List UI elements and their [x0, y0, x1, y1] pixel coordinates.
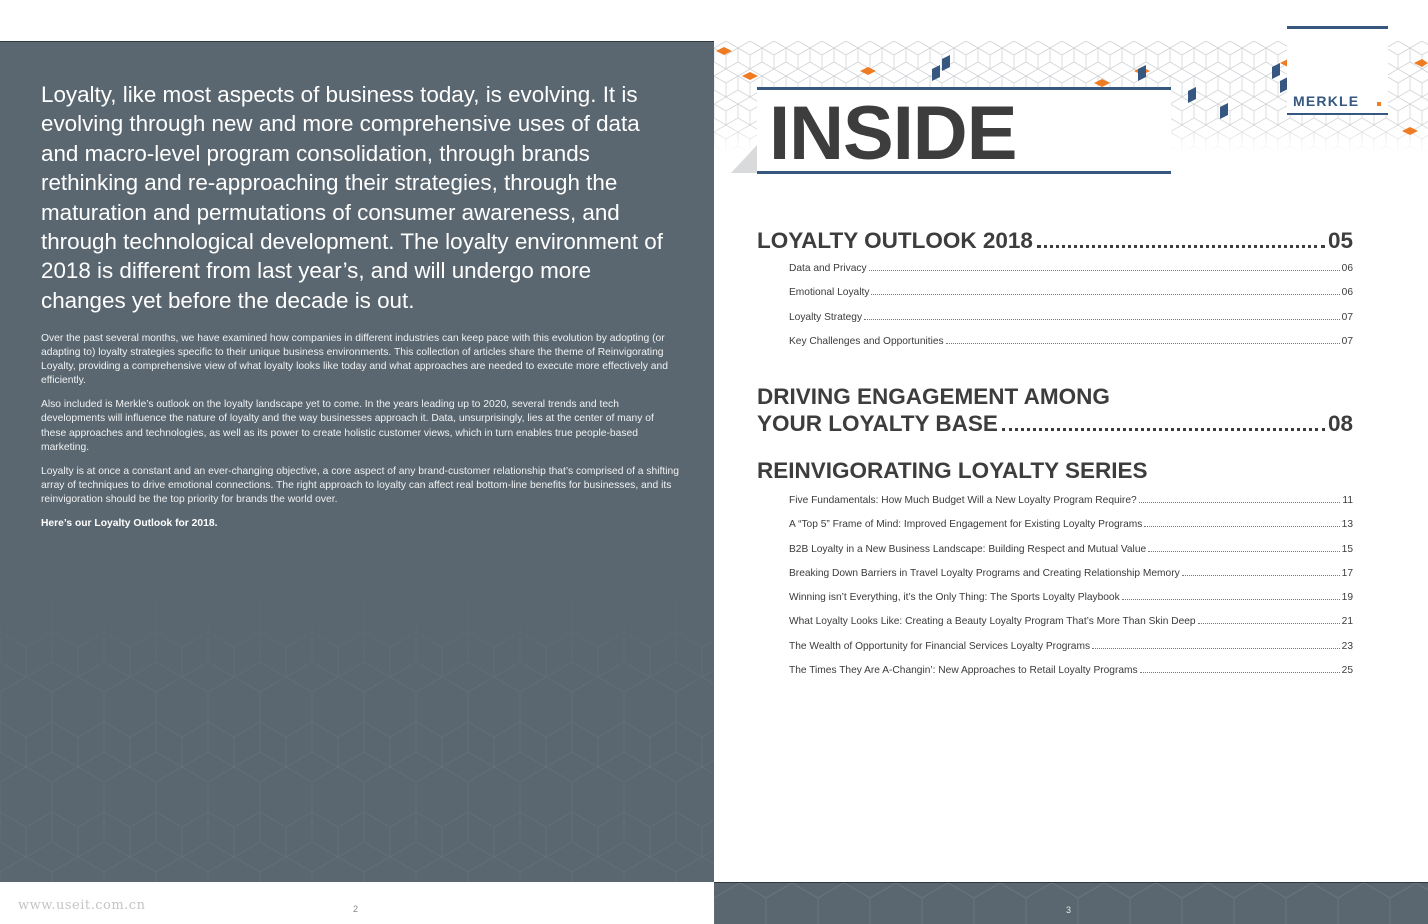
toc-heading-label: LOYALTY OUTLOOK 2018 — [757, 228, 1033, 253]
merkle-logo — [1287, 26, 1388, 114]
toc-entry-label: A “Top 5” Frame of Mind: Improved Engagement for Existing Loyalty Programs — [789, 519, 1143, 531]
closing-line: Here’s our Loyalty Outlook for 2018. — [41, 518, 218, 530]
body-paragraph: Loyalty is at once a constant and an ever-changing objective, a core aspect of any brand-customer relationship that’s comprised of a shifting array of techniques to drive emotional connections. The right approach to loyalty can affect real bottom-line benefits for businesses, and its reinvigoration should be the top priority for brands the world over. — [41, 465, 680, 505]
toc-heading-line[interactable]: DRIVING ENGAGEMENT AMONG — [757, 384, 1110, 409]
toc-entry-label: Winning isn’t Everything, it’s the Only Thing: The Sports Loyalty Playbook — [789, 592, 1120, 604]
dot-leader — [1092, 648, 1340, 649]
toc-entry-page: 17 — [1341, 567, 1353, 579]
toc-section-reinvigorating-series — [757, 457, 1353, 688]
toc-entry-page: 11 — [1342, 495, 1353, 506]
toc-heading-label: YOUR LOYALTY BASE — [757, 411, 998, 436]
toc-entry-page: 06 — [1341, 263, 1353, 274]
toc-entry-page: 25 — [1341, 665, 1353, 677]
toc-entry[interactable] — [757, 543, 1353, 567]
dot-leader — [1148, 551, 1340, 552]
toc-section-heading[interactable] — [757, 227, 1353, 254]
dot-leader — [1122, 599, 1340, 600]
toc-entry[interactable] — [757, 335, 1353, 359]
hexagon-pattern-background — [0, 587, 714, 882]
toc-section-heading[interactable]: REINVIGORATING LOYALTY SERIES — [757, 458, 1148, 483]
toc-section-loyalty-outlook — [757, 227, 1353, 359]
logo-underline — [1287, 113, 1388, 115]
toc-entry-label: Key Challenges and Opportunities — [789, 335, 944, 347]
toc-entry[interactable] — [757, 640, 1353, 664]
toc-entry-page: 23 — [1341, 640, 1353, 652]
body-paragraph: Also included is Merkle’s outlook on the loyalty landscape yet to come. In the years leading up to 2020, several trends and tech developments will influence the nature of loyalty and the way businesses approach it. Data, unsurprisingly, lies at the center of many of these approaches and technologies, as well as its power to create holistic customer views, which in turn enables true people-based marketing. — [41, 399, 654, 453]
right-page — [714, 0, 1428, 924]
toc-entry-label: Data and Privacy — [789, 263, 867, 274]
toc-entry-page: 07 — [1341, 311, 1353, 323]
toc-entry-page: 15 — [1341, 543, 1353, 555]
page-title: INSIDE — [769, 91, 1017, 176]
toc-entry[interactable] — [757, 311, 1353, 335]
dot-leader — [1140, 672, 1340, 673]
dot-leader — [946, 343, 1340, 344]
body-paragraph: Over the past several months, we have examined how companies in different industries can keep pace with this evolution by adopting (or adapting to) loyalty strategies specific to their unique business environments. This collection of articles share the theme of Reinvigorating Loyalty, providing a comprehensive view of what loyalty looks like today and what approaches are needed to execute more effectively and efficiently. — [41, 333, 668, 387]
title-box — [757, 87, 1171, 174]
toc-entry[interactable] — [757, 567, 1353, 591]
toc-heading-page: 08 — [1327, 411, 1353, 436]
toc-entry-page: 13 — [1341, 519, 1353, 531]
toc-entry-label: Loyalty Strategy — [789, 311, 863, 323]
dot-leader — [1144, 526, 1339, 527]
dot-leader — [864, 319, 1340, 320]
toc-entry-label: Breaking Down Barriers in Travel Loyalty Programs and Creating Relationship Memory — [789, 567, 1180, 579]
toc-entry-label: Five Fundamentals: How Much Budget Will a New Loyalty Program Require? — [789, 495, 1137, 506]
toc-entry[interactable] — [757, 286, 1353, 310]
logo-accent-dot — [1377, 102, 1381, 106]
left-page-footer — [0, 882, 714, 924]
toc-section-heading[interactable] — [757, 410, 1353, 437]
body-text — [41, 332, 681, 541]
toc-entry-label: B2B Loyalty in a New Business Landscape: Building Respect and Mutual Value — [789, 543, 1147, 555]
toc-entry-page: 19 — [1341, 592, 1353, 604]
dot-leader — [1002, 428, 1325, 431]
toc-entry-label: The Times They Are A-Changin’: New Approaches to Retail Loyalty Programs — [789, 665, 1138, 677]
intro-statement: Loyalty, like most aspects of business today, is evolving. It is evolving through new and more comprehensive uses of data and macro-level program consolidation, through brands rethinking and re-approaching their strategies, through the maturation and permutations of consumer awareness, and through technological development. The loyalty environment of 2018 is different from last year’s, and will undergo more changes yet before the decade is out. — [41, 82, 663, 313]
toc-heading-page: 05 — [1327, 228, 1353, 253]
toc-entry-page: 21 — [1341, 616, 1353, 628]
toc-entry-label: Emotional Loyalty — [789, 287, 870, 299]
toc-entry-page: 06 — [1341, 287, 1353, 299]
toc-section-driving-engagement — [757, 383, 1353, 437]
hexagon-pattern-footer — [714, 883, 1428, 924]
page-number-right: 3 — [1066, 905, 1072, 915]
dot-leader — [1139, 502, 1341, 503]
right-page-footer — [714, 882, 1428, 924]
toc-entry-label: What Loyalty Looks Like: Creating a Beauty Loyalty Program That’s More Than Skin Deep — [789, 616, 1196, 628]
toc-entry[interactable] — [757, 615, 1353, 639]
toc-entry[interactable] — [757, 494, 1353, 518]
title-fold-decoration — [731, 145, 757, 173]
page-number-left: 2 — [353, 904, 359, 914]
toc-entry-label: The Wealth of Opportunity for Financial Services Loyalty Programs — [789, 640, 1091, 652]
toc-entry[interactable] — [757, 664, 1353, 688]
dot-leader — [871, 294, 1339, 295]
toc-entry[interactable] — [757, 518, 1353, 542]
toc-entry-page: 07 — [1341, 335, 1353, 347]
dot-leader — [1182, 575, 1340, 576]
watermark-text: www.useit.com.cn — [18, 898, 146, 913]
logo-wordmark: MERKLE — [1293, 93, 1360, 109]
toc-entry[interactable] — [757, 591, 1353, 615]
left-page-panel — [0, 41, 714, 882]
dot-leader — [1198, 623, 1340, 624]
dot-leader — [869, 270, 1340, 271]
toc-entry[interactable] — [757, 262, 1353, 286]
dot-leader — [1037, 245, 1325, 248]
